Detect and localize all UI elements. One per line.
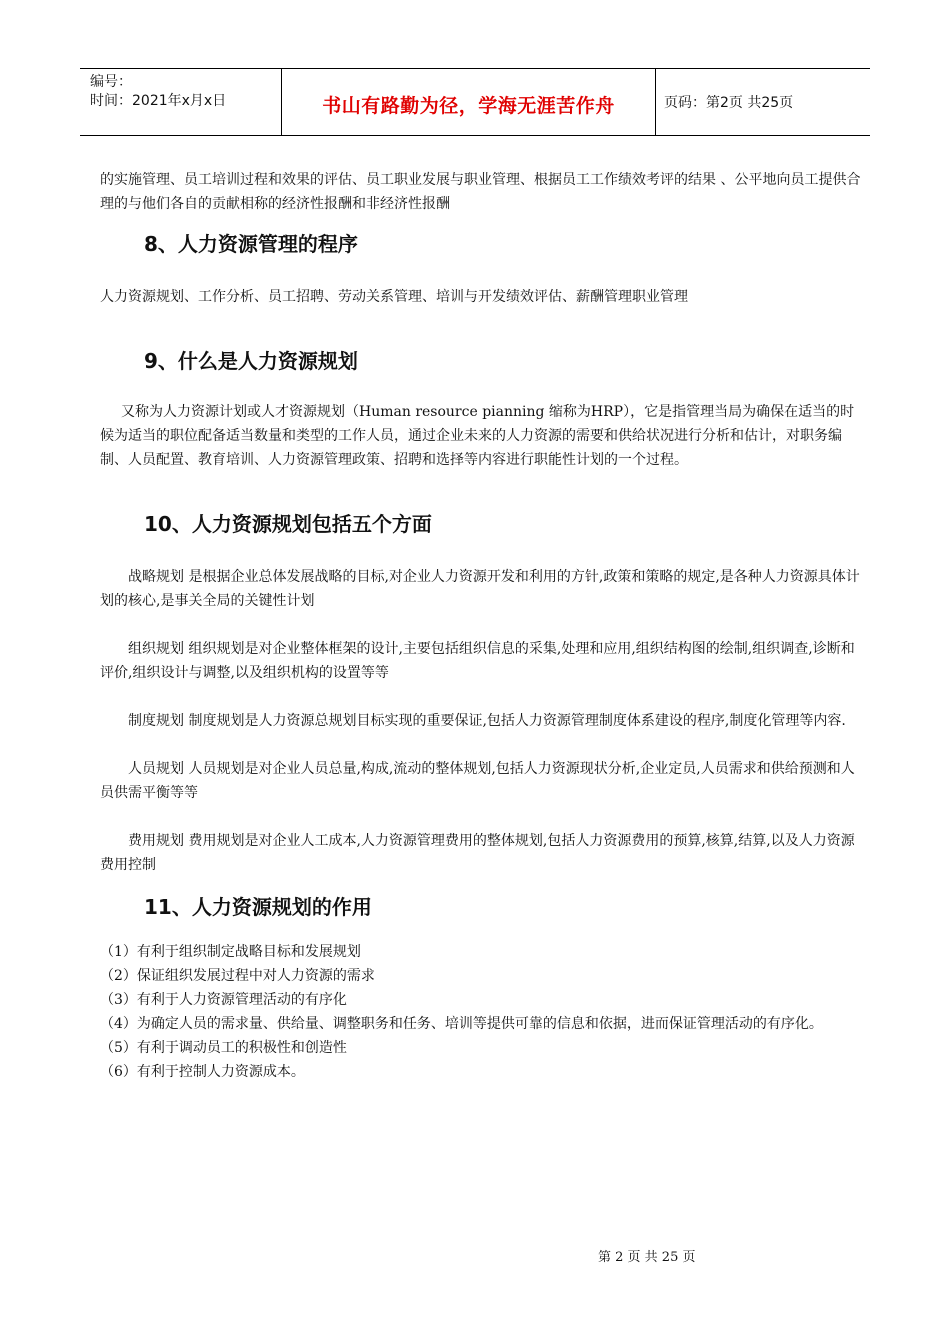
header-meta	[80, 69, 282, 135]
document-body	[100, 168, 860, 1084]
footer-page-number: 第 2 页 共 25 页	[598, 1250, 696, 1265]
header-motto: 书山有路勤为径，学海无涯苦作舟	[282, 69, 656, 135]
section-11-item: （2）保证组织发展过程中对人力资源的需求	[100, 968, 375, 984]
section-10-item: 制度规划 制度规划是人力资源总规划目标实现的重要保证,包括人力资源管理制度体系建设的程序,制度化管理等内容.	[128, 713, 846, 729]
section-11-item: （4）为确定人员的需求量、供给量、调整职务和任务、培训等提供可靠的信息和依据，进而保证管理活动的有序化。	[100, 1016, 823, 1032]
page-header	[80, 68, 870, 136]
section-8-body: 人力资源规划、工作分析、员工招聘、劳动关系管理、培训与开发绩效评估、薪酬管理职业管理	[100, 289, 688, 305]
document-time-label: 时间：2021年x月x日	[90, 93, 227, 109]
section-9-body: 又称为人力资源计划或人才资源规划（Human resource pianning 缩称为HRP），它是指管理当局为确保在适当的时候为适当的职位配备适当数量和类型的工作人员，通过企业未来的人力资源的需要和供给状况进行分析和估计，对职务编制、人员配置、教育培训、人力资源管理政策、招聘和选择等内容进行职能性计划的一个过程。	[100, 404, 855, 468]
section-11-item: （5）有利于调动员工的积极性和创造性	[100, 1040, 347, 1056]
section-10-item: 战略规划 是根据企业总体发展战略的目标,对企业人力资源开发和利用的方针,政策和策略的规定,是各种人力资源具体计划的核心,是事关全局的关键性计划	[100, 569, 860, 609]
section-10-heading: 10、人力资源规划包括五个方面	[144, 512, 432, 536]
header-page-number: 页码：第2页 共25页	[664, 95, 794, 111]
section-8-heading: 8、人力资源管理的程序	[144, 232, 358, 256]
section-9-heading: 9、什么是人力资源规划	[144, 349, 358, 373]
section-11-item: （6）有利于控制人力资源成本。	[100, 1064, 305, 1080]
section-10-item: 人员规划 人员规划是对企业人员总量,构成,流动的整体规划,包括人力资源现状分析,企业定员,人员需求和供给预测和人员供需平衡等等	[100, 761, 855, 801]
section-11-item: （3）有利于人力资源管理活动的有序化	[100, 992, 347, 1008]
section-11-heading: 11、人力资源规划的作用	[144, 895, 372, 919]
document-number-label: 编号：	[90, 74, 132, 90]
section-10-item: 费用规划 费用规划是对企业人工成本,人力资源管理费用的整体规划,包括人力资源费用的预算,核算,结算,以及人力资源费用控制	[100, 833, 855, 873]
section-11-item: （1）有利于组织制定战略目标和发展规划	[100, 944, 361, 960]
section-10-item: 组织规划 组织规划是对企业整体框架的设计,主要包括组织信息的采集,处理和应用,组织结构图的绘制,组织调查,诊断和评价,组织设计与调整,以及组织机构的设置等等	[100, 641, 855, 681]
intro-paragraph: 的实施管理、员工培训过程和效果的评估、员工职业发展与职业管理、根据员工工作绩效考评的结果 、公平地向员工提供合理的与他们各自的贡献相称的经济性报酬和非经济性报酬	[100, 172, 861, 212]
